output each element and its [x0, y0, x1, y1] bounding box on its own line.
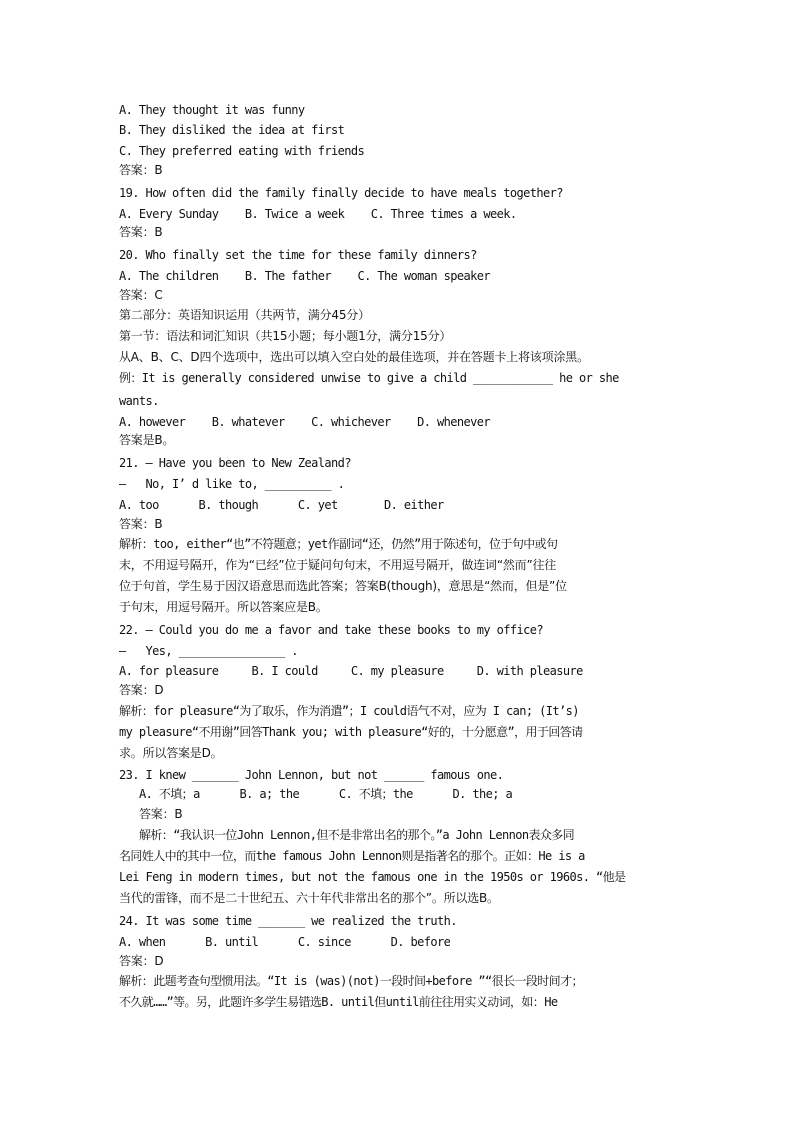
- section1-heading: 第一节：语法和词汇知识（共15小题；每小题1分，满分15分）: [119, 329, 452, 343]
- q23-question: 23. I knew _______ John Lennon, but not ______ famous one.: [119, 768, 504, 782]
- q23-analysis-line4: 当代的雷锋，而不是二十世纪五、六十年代非常出名的那个”。所以选B。: [119, 891, 499, 905]
- q18-option-c: C. They preferred eating with friends: [119, 144, 365, 158]
- q21-analysis-line3: 位于句首，学生易于因汉语意思而选此答案；答案B(though)，意思是“然而，但是”位: [119, 579, 567, 593]
- q21-analysis-line1: 解析：too, either“也”不符题意；yet作副词“还，仍然”用于陈述句，位于句中或句: [119, 537, 558, 551]
- q24-options: A. when B. until C. since D. before: [119, 935, 451, 949]
- q22-response: – Yes, ________________ .: [119, 644, 298, 658]
- example-question: 例：It is generally considered unwise to give a child ____________ he or she: [119, 371, 619, 385]
- q24-analysis-line1: 解析：此题考查句型惯用法。“It is (was)(not)一段时间+before ”“很长一段时间才；: [119, 974, 583, 988]
- q20-options: A. The children B. The father C. The woman speaker: [119, 269, 490, 283]
- section1-instructions: 从A、B、C、D四个选项中，选出可以填入空白处的最佳选项，并在答题卡上将该项涂黑。: [119, 350, 589, 364]
- q20-question: 20. Who finally set the time for these family dinners?: [119, 248, 477, 262]
- q21-answer: 答案：B: [119, 517, 163, 531]
- q23-analysis-line2: 名同姓人中的其中一位，而the famous John Lennon则是指著名的那个。正如：He is a: [119, 849, 585, 863]
- q24-answer: 答案：D: [119, 954, 164, 968]
- q21-question: 21. – Have you been to New Zealand?: [119, 456, 351, 470]
- q22-answer: 答案：D: [119, 683, 164, 697]
- q22-options: A. for pleasure B. I could C. my pleasure D. with pleasure: [119, 664, 583, 678]
- part2-heading: 第二部分：英语知识运用（共两节，满分45分）: [119, 308, 370, 322]
- example-options: A. however B. whatever C. whichever D. whenever: [119, 415, 490, 429]
- q21-response: – No, I’ d like to, __________ .: [119, 477, 345, 491]
- q21-analysis-line4: 于句末，用逗号隔开。所以答案应是B。: [119, 600, 328, 614]
- q24-question: 24. It was some time _______ we realized the truth.: [119, 914, 457, 928]
- q21-analysis-line2: 末，不用逗号隔开，作为“已经”位于疑问句句末，不用逗号隔开，做连词“然而”往往: [119, 558, 557, 572]
- q23-options: A. 不填；a B. a; the C. 不填；the D. the; a: [139, 787, 513, 801]
- example-question-cont: wants.: [119, 394, 159, 408]
- q19-question: 19. How often did the family finally decide to have meals together?: [119, 186, 563, 200]
- q24-analysis-line2: 不久就……”等。另，此题许多学生易错选B. until但until前往往用实义动词，如：He: [119, 995, 558, 1009]
- q19-answer: 答案：B: [119, 225, 163, 239]
- q20-answer: 答案：C: [119, 288, 163, 302]
- q23-analysis-line1: 解析：“我认识一位John Lennon,但不是非常出名的那个。”a John Lennon表众多同: [139, 828, 575, 842]
- q18-answer: 答案：B: [119, 163, 163, 177]
- q22-analysis-line2: my pleasure“不用谢”回答Thank you; with pleasure“好的，十分愿意”，用于回答请: [119, 725, 583, 739]
- q21-options: A. too B. though C. yet D. either: [119, 498, 444, 512]
- q22-analysis-line3: 求。所以答案是D。: [119, 746, 223, 760]
- q22-question: 22. – Could you do me a favor and take these books to my office?: [119, 623, 543, 637]
- q18-option-b: B. They disliked the idea at first: [119, 123, 345, 137]
- q23-answer: 答案：B: [139, 807, 183, 821]
- q22-analysis-line1: 解析：for pleasure“为了取乐，作为消遣”；I could语气不对，应为 I can; (It’s): [119, 704, 579, 718]
- q19-options: A. Every Sunday B. Twice a week C. Three times a week.: [119, 207, 517, 221]
- q23-analysis-line3: Lei Feng in modern times, but not the famous one in the 1950s or 1960s. “他是: [119, 870, 626, 884]
- example-answer: 答案是B。: [119, 433, 175, 447]
- q18-option-a: A. They thought it was funny: [119, 103, 305, 117]
